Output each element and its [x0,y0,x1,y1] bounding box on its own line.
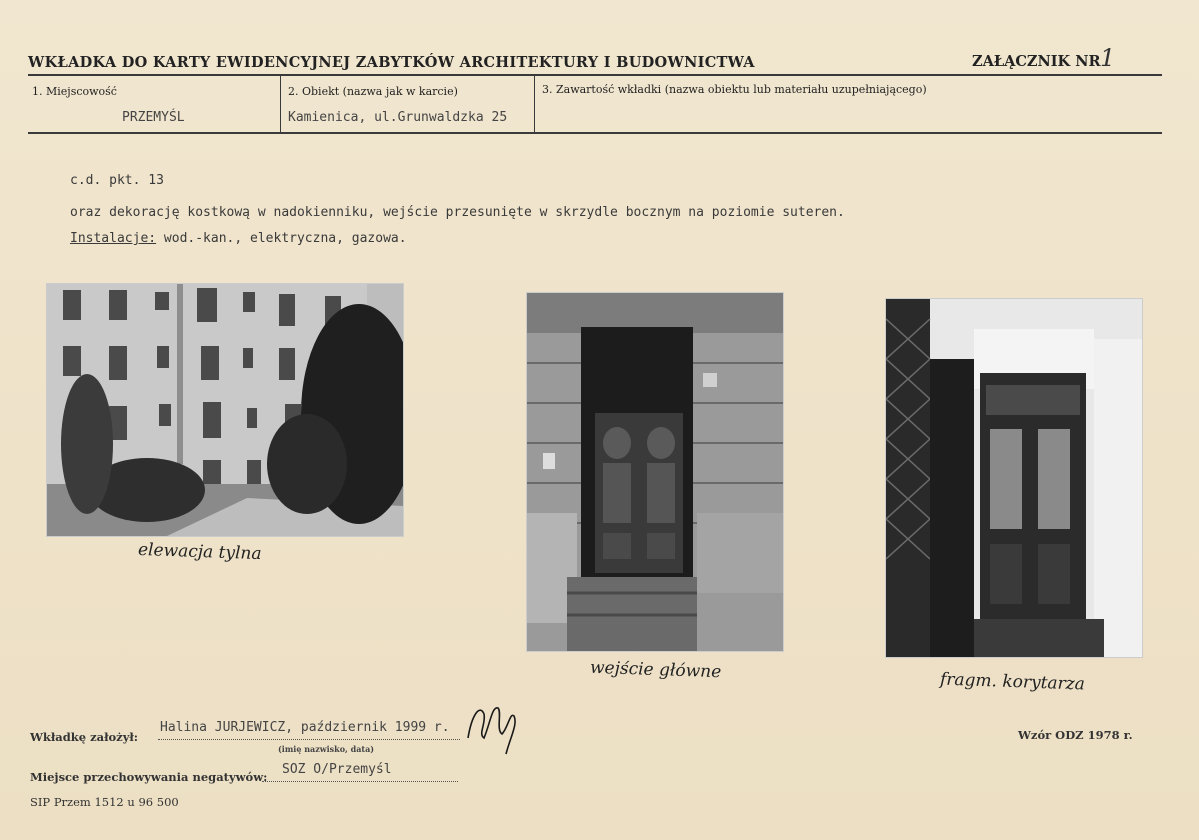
contents-label: 3. Zawartość wkładki (nazwa obiektu lub materiału uzupełniającego) [542,83,927,96]
storage-dotline [262,781,458,782]
field-divider-1 [280,76,281,132]
author-value: Halina JURJEWICZ, październik 1999 r. [160,720,450,735]
field-divider-2 [534,76,535,132]
author-label: Wkładkę założył: [30,730,139,744]
caption-corridor: fragm. korytarza [939,669,1086,695]
card-title: WKŁADKA DO KARTY EWIDENCYJNEJ ZABYTKÓW ARCHITEKTURY I BUDOWNICTWA [28,54,755,71]
object-label: 2. Obiekt (nazwa jak w karcie) [288,85,458,98]
annex-number: 1 [1100,44,1116,72]
photo-corridor [885,298,1143,658]
storage-label: Miejsce przechowywania negatywów: [30,770,268,784]
body-line-2: oraz dekorację kostkową w nadokienniku, wejście przesunięte w skrzydle bocznym na poziomie suteren. [70,205,845,220]
object-value: Kamienica, ul.Grunwaldzka 25 [288,110,508,125]
signature-image [462,694,522,764]
body-line-1: c.d. pkt. 13 [70,173,164,188]
storage-value: SOZ O/Przemyśl [282,762,392,777]
annex-label: ZAŁĄCZNIK NR [972,53,1101,70]
caption-rear-elevation: elewacja tylna [137,539,262,565]
author-note: (imię nazwisko, data) [278,744,375,754]
photo-rear-elevation [46,283,404,537]
installations-value: wod.-kan., elektryczna, gazowa. [156,231,407,246]
print-code: SIP Przem 1512 u 96 500 [30,795,179,809]
caption-main-entrance: wejście główne [589,657,722,683]
author-dotline [158,739,460,740]
header-rule-top [28,74,1162,76]
body-line-3 [70,231,407,246]
header-rule-bottom [28,132,1162,134]
photo-main-entrance-image [527,293,783,651]
photo-corridor-image [886,299,1142,657]
installations-label: Instalacje: [70,231,157,246]
locality-value: PRZEMYŚL [122,110,185,125]
photo-rear-elevation-image [47,284,403,536]
photo-main-entrance [526,292,784,652]
form-label: Wzór ODZ 1978 r. [1018,728,1133,742]
locality-label: 1. Miejscowość [32,85,117,98]
